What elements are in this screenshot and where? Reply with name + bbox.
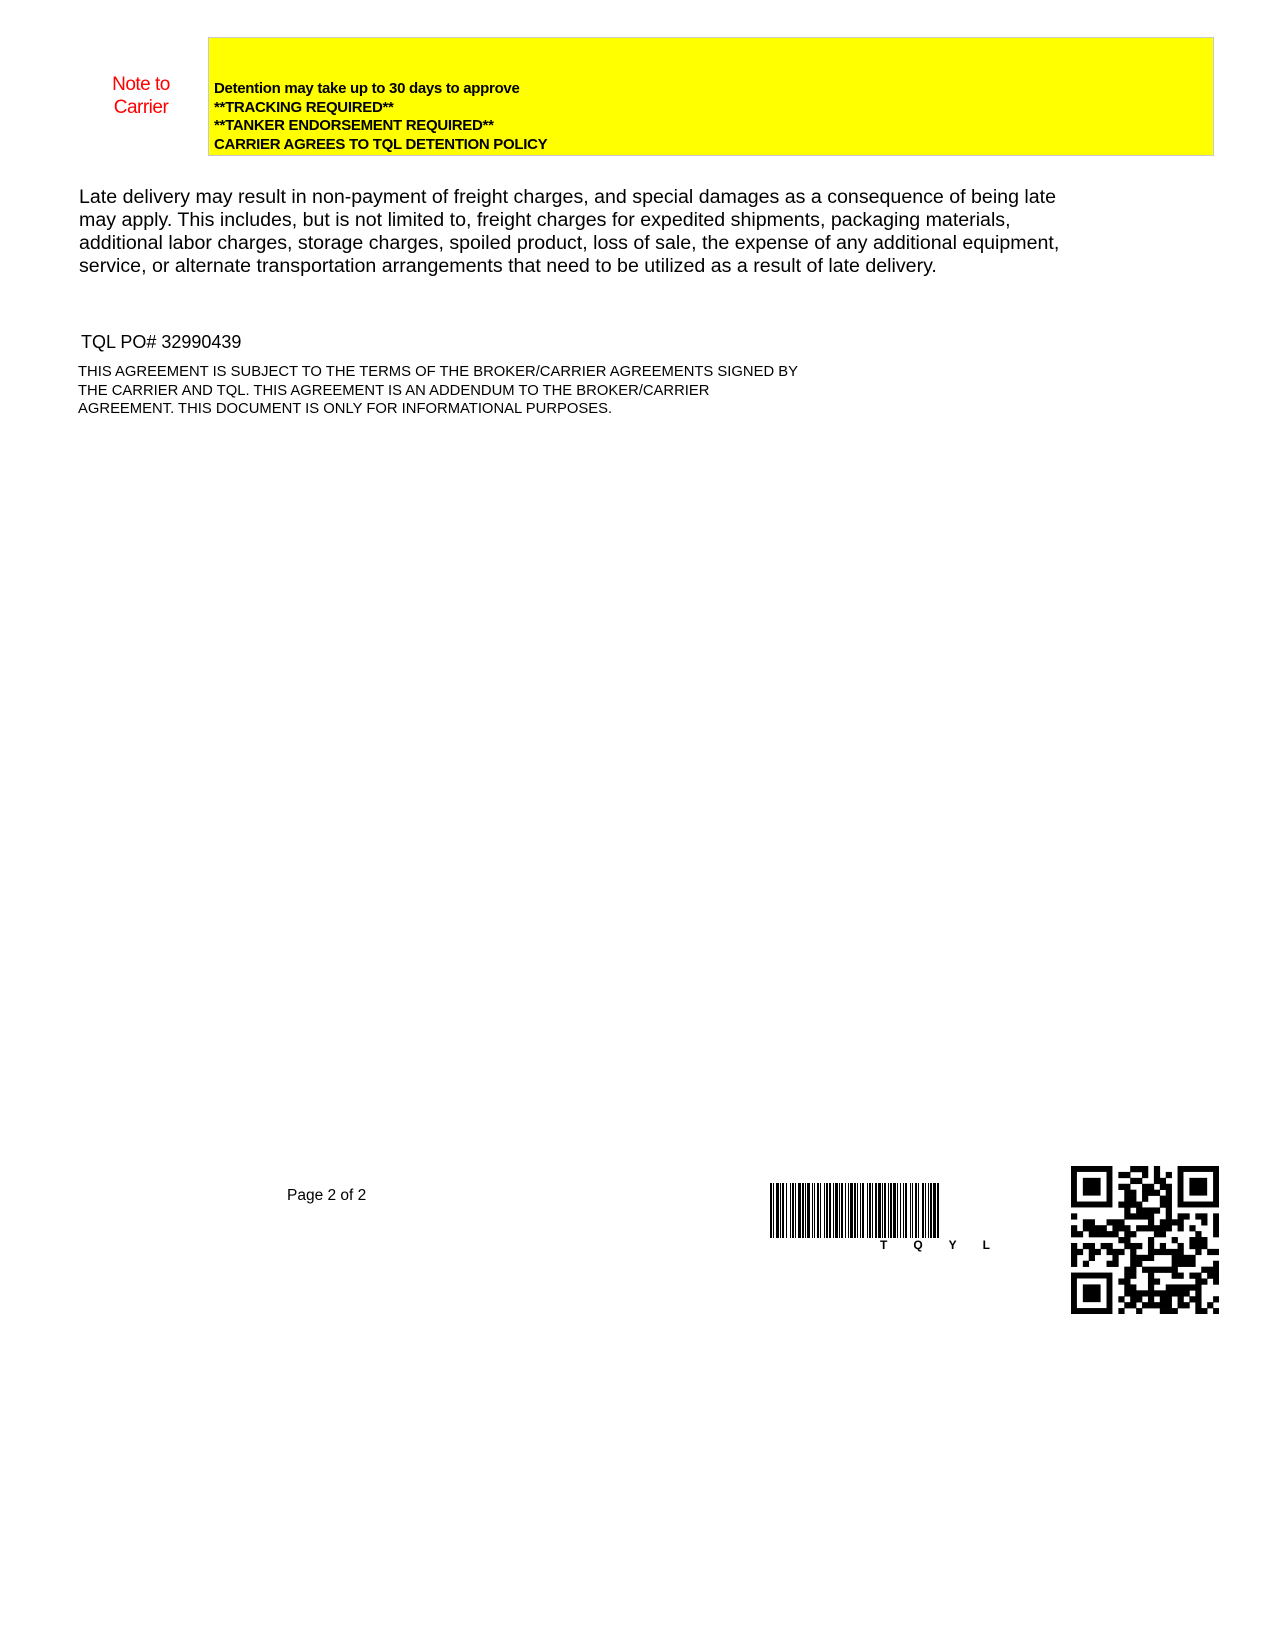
late-delivery-paragraph: Late delivery may result in non-payment of freight charges, and special damages as a consequence of being late may apply. This includes, but is not limited to, freight charges for expedited shipments, packaging materials, additional labor charges, storage charges, spoiled product, loss of sale, the expense of any additional equipment, service, or alternate transportation arrangements that need to be utilized as a result of late delivery. bbox=[79, 186, 1060, 277]
barcode-image bbox=[770, 1183, 1055, 1241]
note-to-carrier-label: Note to Carrier bbox=[112, 74, 170, 118]
note-line: Detention may take up to 30 days to approve bbox=[214, 80, 520, 97]
qr-code-image bbox=[1071, 1166, 1219, 1314]
page-number: Page 2 of 2 bbox=[287, 1187, 367, 1204]
note-lines bbox=[214, 80, 547, 154]
note-line: CARRIER AGREES TO TQL DETENTION POLICY bbox=[214, 135, 548, 153]
note-line: **TRACKING REQUIRED** bbox=[214, 98, 394, 116]
barcode-text: TQYL bbox=[880, 1238, 1016, 1252]
po-number: TQL PO# 32990439 bbox=[81, 332, 242, 352]
agreement-paragraph: THIS AGREEMENT IS SUBJECT TO THE TERMS OF THE BROKER/CARRIER AGREEMENTS SIGNED BY THE CARRIER AND TQL. THIS AGREEMENT IS AN ADDENDUM TO THE BROKER/CARRIER AGREEMENT. THIS DOCUMENT IS ONLY FOR INFORMATIONAL PURPOSES. bbox=[78, 364, 798, 417]
note-line: **TANKER ENDORSEMENT REQUIRED** bbox=[214, 117, 494, 134]
note-to-carrier-box bbox=[208, 37, 1214, 156]
